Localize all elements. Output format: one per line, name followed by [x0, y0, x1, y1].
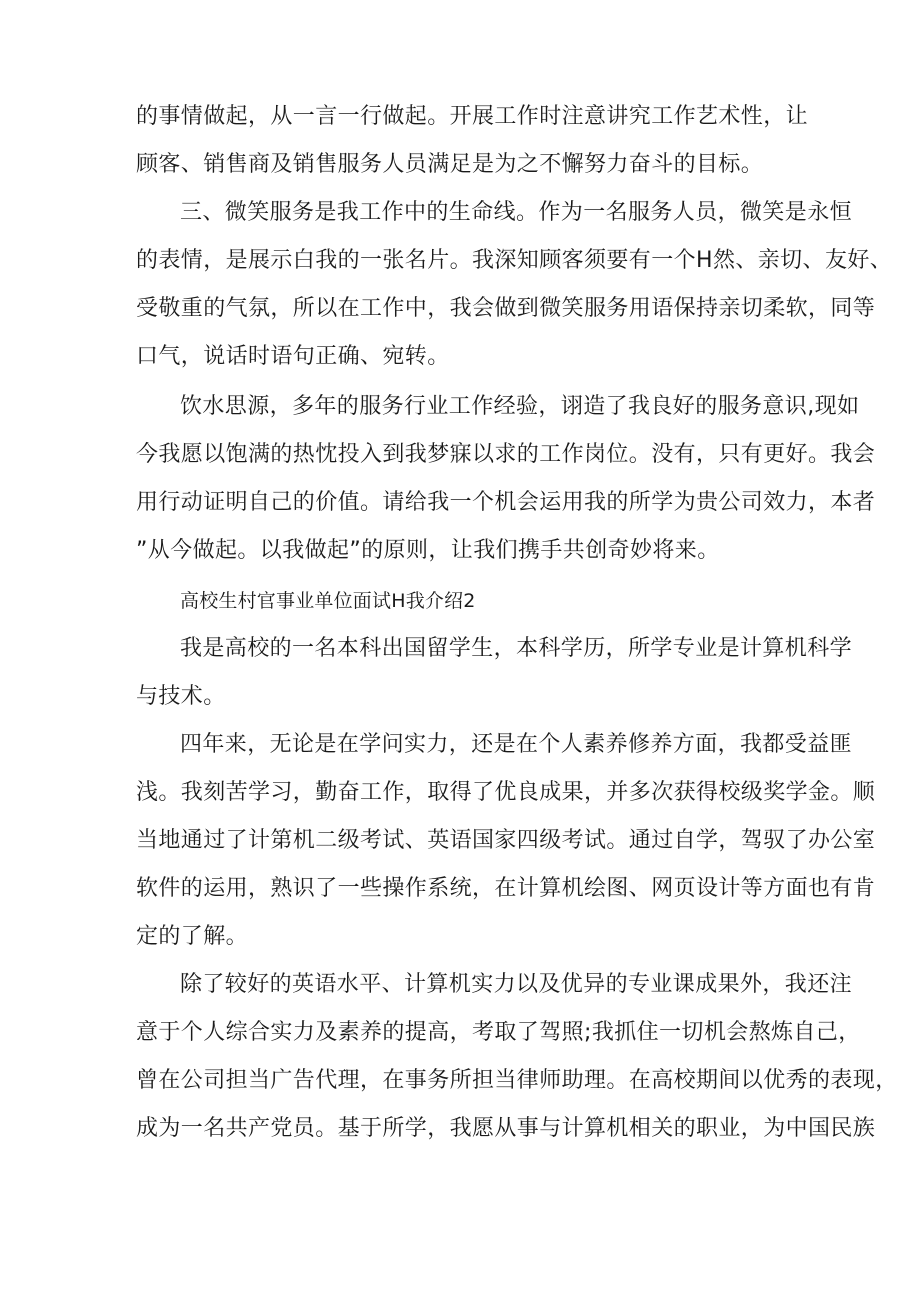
paragraph-start-line: 饮水思源，多年的服务行业工作经验，诩造了我良好的服务意识,现如 — [180, 394, 860, 419]
text-line: 用行动证明自己的价值。请给我一个机会运用我的所学为贵公司效力，本者 — [136, 490, 876, 515]
paragraph-start-line: 我是高校的一名本科出国留学生，本科学历，所学专业是计算机科学 — [180, 636, 853, 661]
paragraph-start-line: 三、微笑服务是我工作中的生命线。作为一名服务人员，微笑是永恒 — [180, 200, 853, 225]
text-line: 意于个人综合实力及素养的提高，考取了驾照;我抓住一切机会熬炼自己， — [136, 1020, 861, 1045]
text-line: 受敬重的气氛，所以在工作中，我会做到微笑服务用语保持亲切柔软，同等 — [136, 296, 876, 321]
text-line: 定的了解。 — [136, 924, 249, 949]
text-line: 成为一名共产党员。基于所学，我愿从事与计算机相关的职业，为中国民族 — [136, 1116, 876, 1141]
paragraph-start-line: 四年来，无论是在学问实力，还是在个人素养修养方面，我都受益匪 — [180, 732, 853, 757]
text-line: 顾客、销售商及销售服务人员满足是为之不懈努力奋斗的目标。 — [136, 152, 764, 177]
section-heading: 高校生村官事业单位面试H我介绍2 — [180, 590, 476, 612]
text-line: 曾在公司担当广告代理，在事务所担当律师助理。在高校期间以优秀的表现， — [136, 1068, 898, 1093]
text-line: 的事情做起，从一言一行做起。开展工作时注意讲究工作艺术性，让 — [136, 104, 809, 129]
text-line: 软件的运用，熟识了一些操作系统，在计算机绘图、网页设计等方面也有肯 — [136, 876, 876, 901]
text-line: 浅。我刻苦学习，勤奋工作，取得了优良成果，并多次获得校级奖学金。顺 — [136, 780, 876, 805]
text-line: 今我愿以饱满的热忱投入到我梦寐以求的工作岗位。没有，只有更好。我会 — [136, 442, 876, 467]
text-line: 的表情，是展示白我的一张名片。我深知顾客须要有一个H然、亲切、友好、 — [136, 248, 893, 273]
paragraph-start-line: 除了较好的英语水平、计算机实力以及优异的专业课成果外，我还注 — [180, 972, 853, 997]
text-line: ”从今做起。以我做起”的原则，让我们携手共创奇妙将来。 — [136, 538, 720, 563]
text-line: 口气，说话时语句正确、宛转。 — [136, 344, 450, 369]
text-line: 与技术。 — [136, 684, 226, 709]
text-line: 当地通过了计第机二级考试、英语国家四级考试。通过自学，驾驭了办公室 — [136, 828, 876, 853]
